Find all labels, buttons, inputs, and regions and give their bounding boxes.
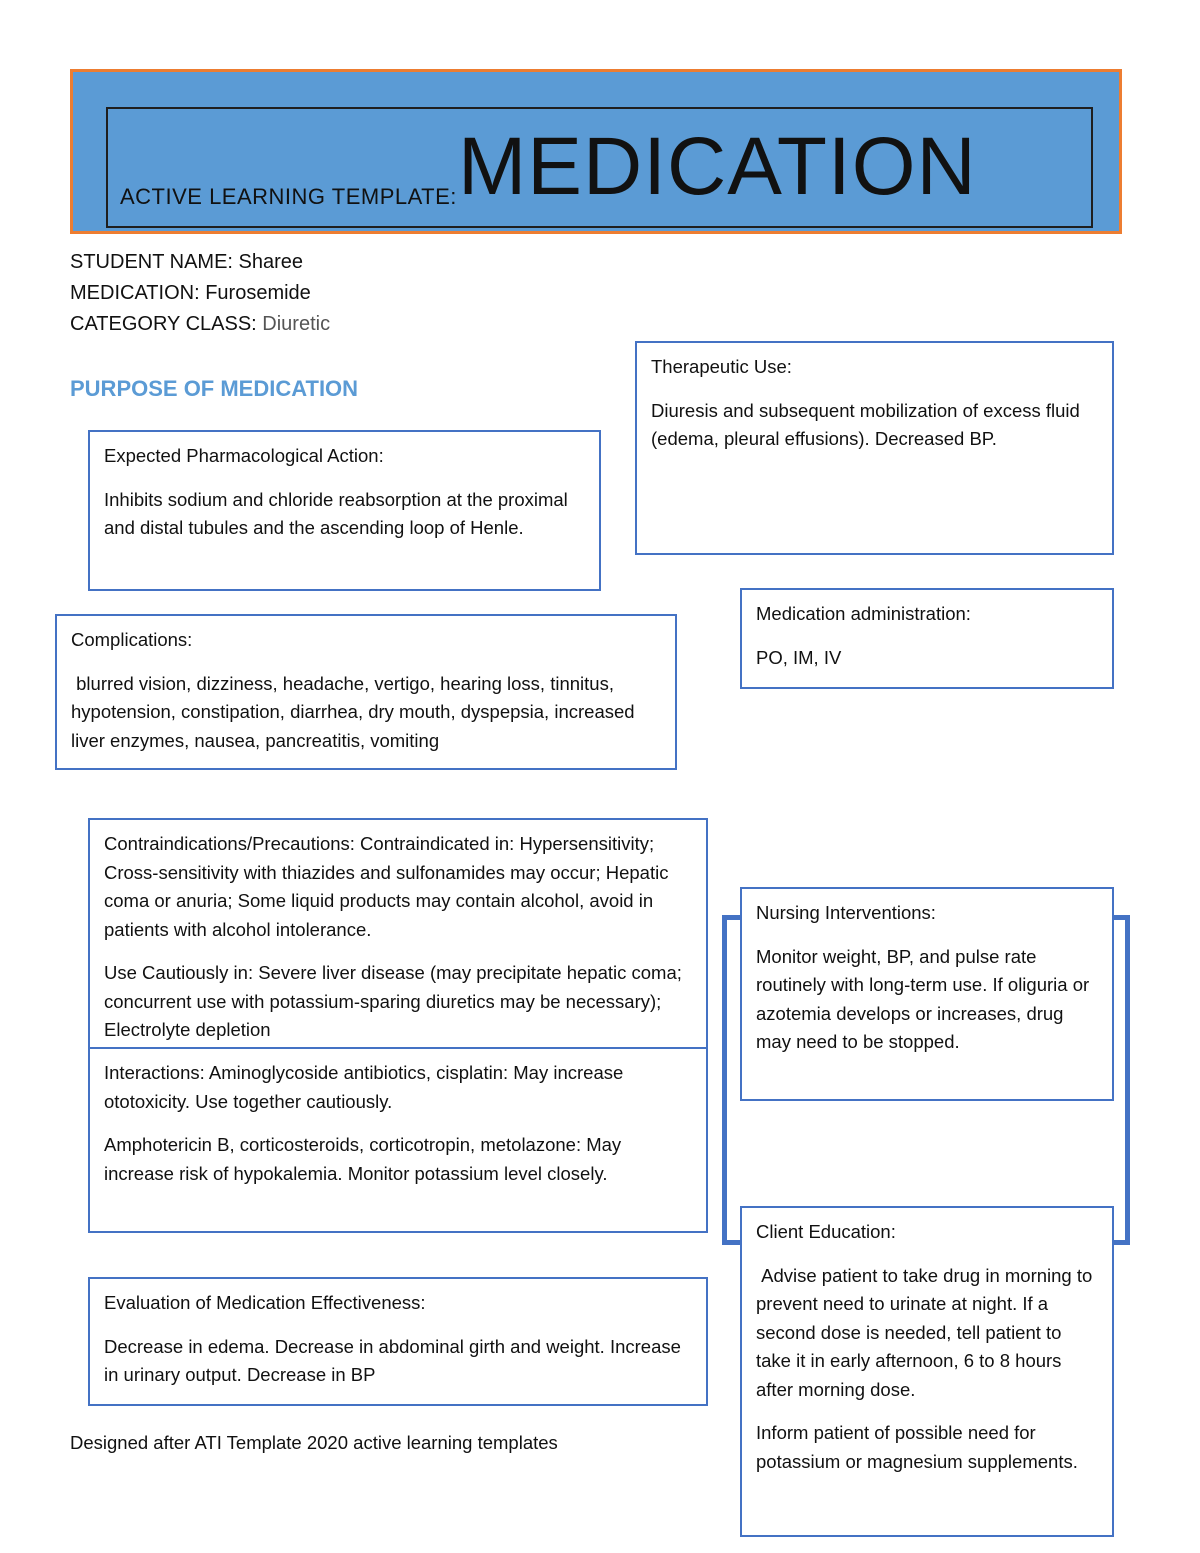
therapeutic-use-label: Therapeutic Use: xyxy=(651,356,792,377)
medication-label: MEDICATION: xyxy=(70,282,200,304)
complications-box xyxy=(55,614,677,770)
footer-note: Designed after ATI Template 2020 active learning templates xyxy=(70,1432,558,1453)
medication-value: Furosemide xyxy=(205,282,311,304)
interactions-text: Interactions: Aminoglycoside antibiotics, cisplatin: May increase ototoxicity. Use together cautiously. xyxy=(104,1062,624,1112)
use-cautiously-text: Use Cautiously in: Severe liver disease (may precipitate hepatic coma; concurrent use with potassium-sparing diuretics may be necessary); Electrolyte depletion xyxy=(104,962,682,1040)
client-education-text: Advise patient to take drug in morning to prevent need to urinate at night. If a second dose is needed, tell patient to take it in early afternoon, 6 to 8 hours after morning dose. xyxy=(756,1264,1098,1400)
banner-title: MEDICATION xyxy=(458,121,977,212)
medication-line xyxy=(70,281,311,305)
administration-label: Medication administration: xyxy=(756,603,971,624)
therapeutic-use-box xyxy=(635,341,1114,555)
contraindications-text: Contraindications/Precautions: Contraindicated in: Hypersensitivity; Cross-sensitivity with thiazides and sulfonamides may occur; Hepatic coma or anuria; Some liquid products may contain alcohol, avoid in patients with alcohol intolerance. xyxy=(104,833,669,940)
category-value: Diuretic xyxy=(262,313,331,335)
evaluation-text: Decrease in edema. Decrease in abdominal girth and weight. Increase in urinary output. Decrease in BP xyxy=(104,1335,681,1385)
administration-text: PO, IM, IV xyxy=(756,646,842,668)
expected-action-text: Inhibits sodium and chloride reabsorption at the proximal and distal tubules and the ascending loop of Henle. xyxy=(104,488,568,538)
evaluation-box xyxy=(88,1277,708,1406)
administration-box xyxy=(740,588,1114,689)
complications-text: blurred vision, dizziness, headache, vertigo, hearing loss, tinnitus, hypotension, constipation, diarrhea, dry mouth, dyspepsia, increased liver enzymes, nausea, pancreatitis, vomiting xyxy=(71,672,640,751)
evaluation-label: Evaluation of Medication Effectiveness: xyxy=(104,1292,426,1313)
client-education-box xyxy=(740,1206,1114,1537)
banner-prefix: ACTIVE LEARNING TEMPLATE: xyxy=(120,184,457,209)
contraindications-box xyxy=(88,818,708,1049)
nursing-interventions-label: Nursing Interventions: xyxy=(756,902,936,923)
student-name-line xyxy=(70,250,303,274)
client-education-text-2: Inform patient of possible need for potassium or magnesium supplements. xyxy=(756,1422,1078,1472)
expected-action-label: Expected Pharmacological Action: xyxy=(104,445,384,466)
purpose-heading: PURPOSE OF MEDICATION xyxy=(70,376,359,401)
category-line xyxy=(70,312,330,336)
student-name-label: STUDENT NAME: xyxy=(70,251,233,273)
nursing-interventions-box xyxy=(740,887,1114,1101)
student-name-value: Sharee xyxy=(238,251,304,273)
nursing-interventions-text: Monitor weight, BP, and pulse rate routinely with long-term use. If oliguria or azotemia develops or increases, drug may need to be stopped. xyxy=(756,945,1090,1052)
therapeutic-use-text: Diuresis and subsequent mobilization of excess fluid (edema, pleural effusions). Decreased BP. xyxy=(651,399,1080,449)
interactions-text-2: Amphotericin B, corticosteroids, corticotropin, metolazone: May increase risk of hypokalemia. Monitor potassium level closely. xyxy=(104,1134,622,1184)
category-label: CATEGORY CLASS: xyxy=(70,313,257,335)
client-education-label: Client Education: xyxy=(756,1221,896,1242)
interactions-box xyxy=(88,1047,708,1233)
expected-action-box xyxy=(88,430,601,591)
complications-label: Complications: xyxy=(71,629,193,650)
